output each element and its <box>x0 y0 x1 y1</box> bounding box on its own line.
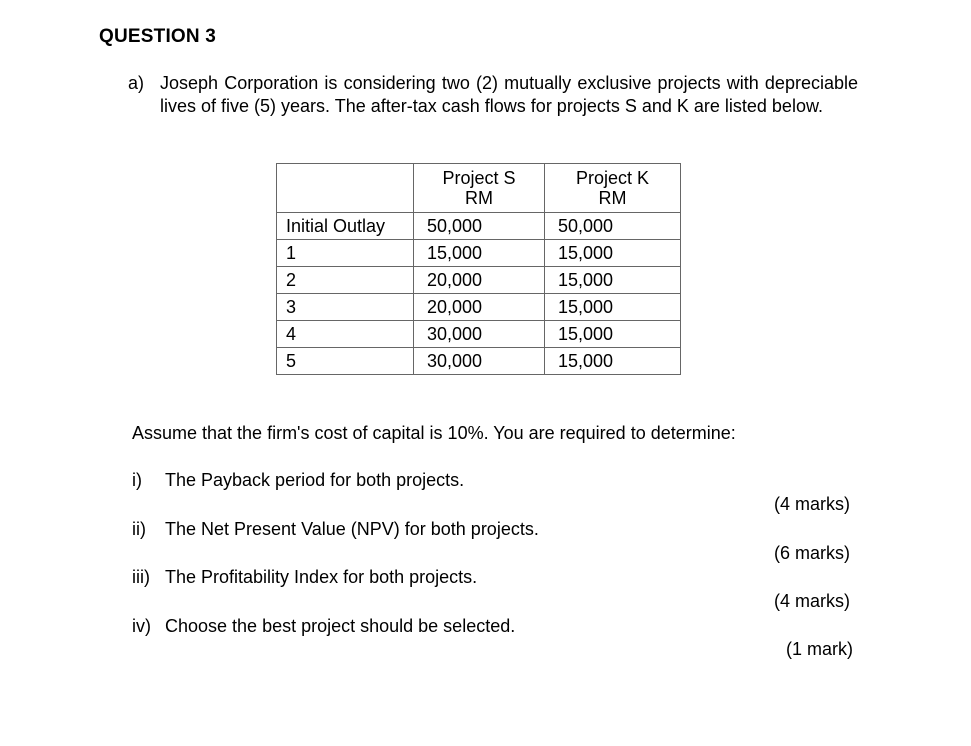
table-row <box>277 321 681 348</box>
table-row <box>277 348 681 375</box>
task-marks: (1 mark) <box>786 639 853 659</box>
header-project-k <box>545 164 681 213</box>
table-row <box>277 294 681 321</box>
table-header-row <box>277 164 681 213</box>
project-k-value: 15,000 <box>545 267 681 294</box>
task-item <box>132 616 515 637</box>
project-s-value: 50,000 <box>414 213 545 240</box>
assumption-text: Assume that the firm's cost of capital is 10%. You are required to determine: <box>132 423 736 443</box>
task-item <box>132 519 539 540</box>
project-s-value: 30,000 <box>414 321 545 348</box>
question-title: QUESTION 3 <box>99 26 217 47</box>
project-s-value: 15,000 <box>414 240 545 267</box>
header-project-k-name: Project K <box>575 168 650 188</box>
row-label: 2 <box>277 267 414 294</box>
task-marks: (6 marks) <box>774 543 850 563</box>
task-item <box>132 567 477 588</box>
task-text: The Payback period for both projects. <box>165 470 465 490</box>
table-row <box>277 213 681 240</box>
project-s-value: 30,000 <box>414 348 545 375</box>
project-s-value: 20,000 <box>414 267 545 294</box>
header-project-s <box>414 164 545 213</box>
part-a-intro <box>128 72 858 118</box>
row-label: 4 <box>277 321 414 348</box>
project-k-value: 15,000 <box>545 294 681 321</box>
row-label: 3 <box>277 294 414 321</box>
task-numeral: iii) <box>132 567 150 587</box>
task-text: The Net Present Value (NPV) for both projects. <box>165 519 539 539</box>
project-s-value: 20,000 <box>414 294 545 321</box>
table-row <box>277 267 681 294</box>
part-a-text: Joseph Corporation is considering two (2) mutually exclusive projects with depreciable lives of five (5) years. The after-tax cash flows for projects S and K are listed below. <box>160 73 858 116</box>
header-project-s-name: Project S <box>442 168 516 188</box>
header-project-s-unit: RM <box>465 188 493 208</box>
task-text: The Profitability Index for both projects. <box>165 567 478 587</box>
row-label: 5 <box>277 348 414 375</box>
header-blank-cell <box>277 164 414 213</box>
project-k-value: 15,000 <box>545 321 681 348</box>
table-row <box>277 240 681 267</box>
project-k-value: 50,000 <box>545 213 681 240</box>
task-numeral: ii) <box>132 519 146 539</box>
part-a-label: a) <box>128 73 145 93</box>
row-label: Initial Outlay <box>277 213 414 240</box>
task-item <box>132 470 464 491</box>
task-numeral: iv) <box>132 616 151 636</box>
task-marks: (4 marks) <box>774 591 850 611</box>
row-label: 1 <box>277 240 414 267</box>
task-marks: (4 marks) <box>774 494 850 514</box>
cash-flow-table <box>276 163 681 375</box>
header-project-k-unit: RM <box>598 188 627 208</box>
project-k-value: 15,000 <box>545 348 681 375</box>
task-text: Choose the best project should be selected. <box>165 616 516 636</box>
task-numeral: i) <box>132 470 142 490</box>
project-k-value: 15,000 <box>545 240 681 267</box>
